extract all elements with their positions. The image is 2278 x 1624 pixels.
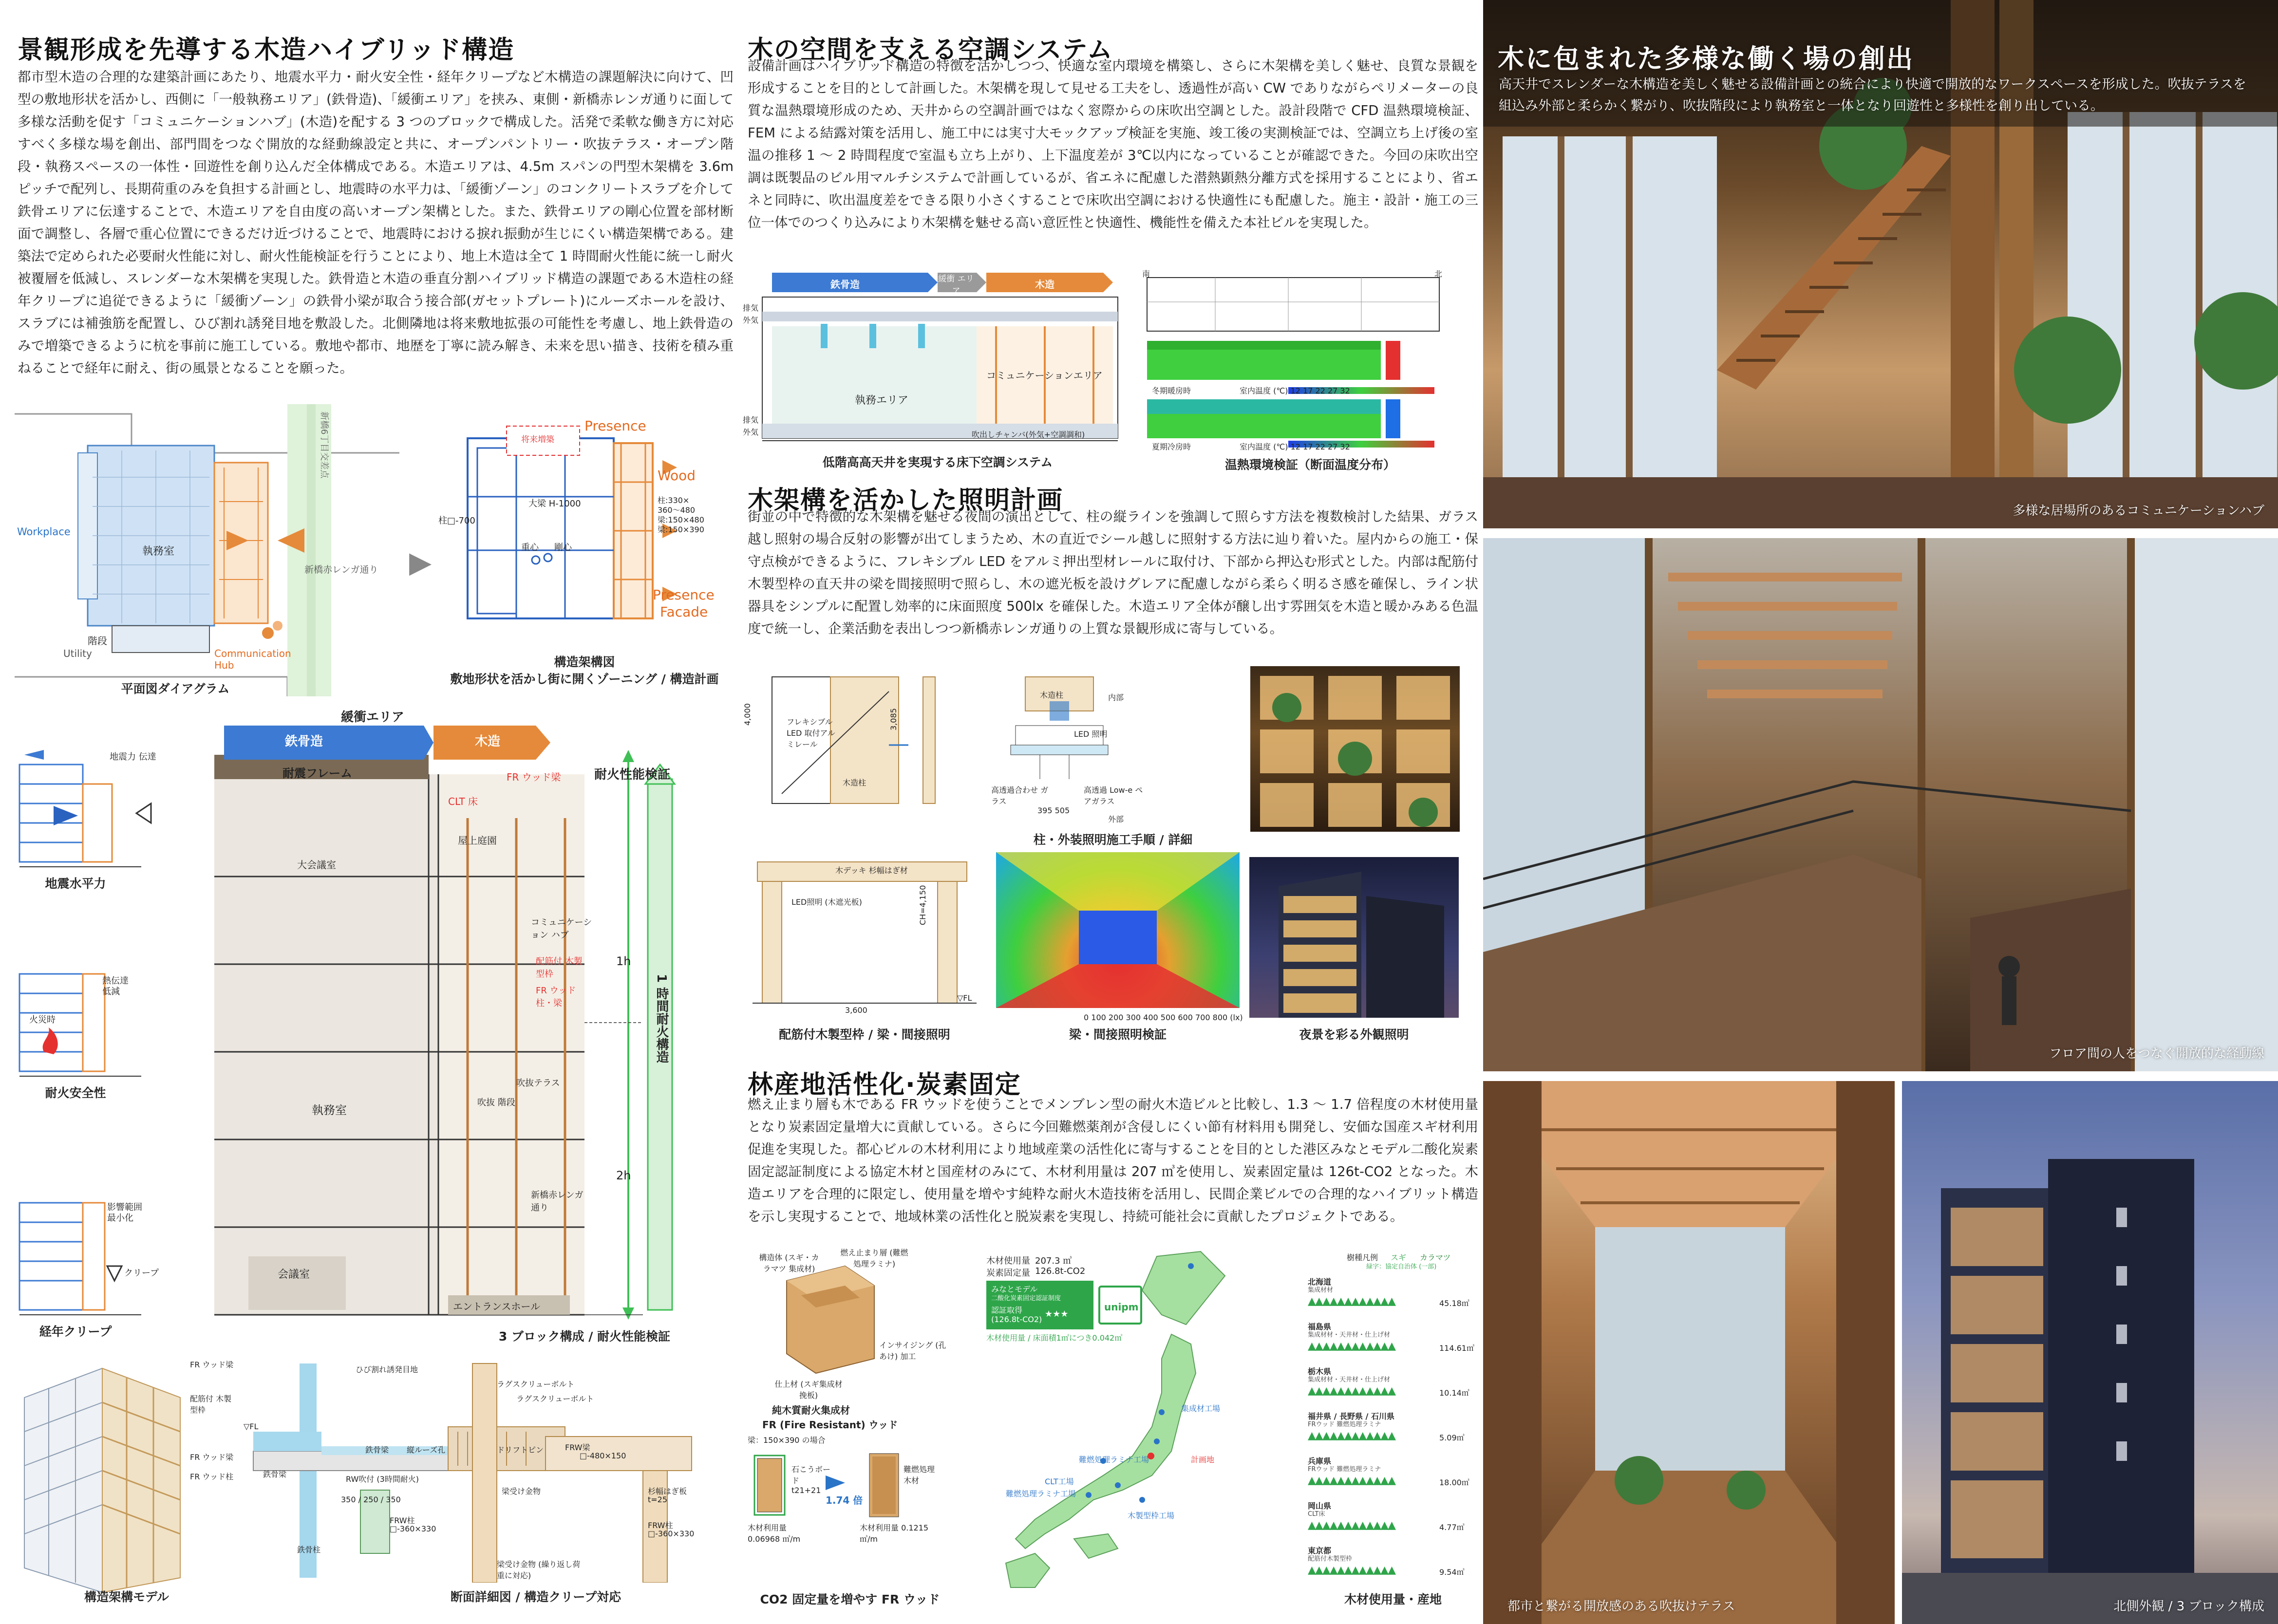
- tree-icon: ▲▲▲▲▲▲▲▲▲▲▲▲: [1308, 1385, 1395, 1397]
- fire-event: 火災時: [29, 1015, 56, 1025]
- light-wood-deck: 木デッキ 杉幅はぎ材: [835, 866, 908, 875]
- light-caption-night: 夜景を彩る外観照明: [1299, 1027, 1409, 1042]
- section-fire-verify: 耐火性能検証: [594, 767, 671, 782]
- section-office: 執務室: [312, 1103, 347, 1117]
- section-diagram: [205, 710, 721, 1349]
- section-stair: 吹抜 階段: [477, 1098, 515, 1108]
- exterior-photo: [1902, 1081, 2278, 1624]
- region-row: [1308, 1410, 1478, 1453]
- forest-ratio: 1.74 倍: [826, 1494, 863, 1506]
- plan-street-label: 新橋赤レンガ通り: [304, 564, 378, 575]
- beam-compare: [748, 1449, 952, 1546]
- thermal-caption: 温熱環境検証（断面温度分布）: [1224, 458, 1395, 472]
- model-fr-beam: FR ウッド梁: [190, 1360, 234, 1369]
- light-dim-3085: 3,085: [889, 708, 898, 730]
- model-formwork: 配筋付 木製型枠: [190, 1394, 232, 1415]
- region-sugi: スギ: [1391, 1253, 1407, 1262]
- plan-caption: 平面図ダイアグラム: [121, 682, 230, 696]
- forest-burnstop: 燃え止まり層 (難燃処理ラミナ): [840, 1248, 908, 1269]
- model-fr-beam2: FR ウッド梁: [190, 1453, 234, 1462]
- forest-wood-amount: 207.3 ㎥: [1035, 1256, 1072, 1266]
- minato-cert-amount: (126.8t-CO2): [991, 1315, 1042, 1324]
- frame-future: 将来増築: [521, 435, 554, 445]
- light-led: LED 照明: [1074, 729, 1108, 739]
- fire-note-1: 熱伝達: [102, 976, 129, 986]
- region-karamatsu: カラマツ: [1420, 1253, 1451, 1262]
- hvac-caption: 低階高高天井を実現する床下空調システム: [822, 455, 1053, 469]
- region-desc: 集成材材・天井材・仕上げ材: [1308, 1376, 1391, 1383]
- section-buffer: 緩衝エリア: [341, 710, 405, 725]
- plan-workplace-label: Workplace: [17, 526, 71, 538]
- forest-caption-left: CO2 固定量を増やす FR ウッド: [760, 1592, 940, 1606]
- region-row: [1308, 1500, 1478, 1543]
- light-fl: ▽FL: [957, 993, 972, 1003]
- hvac-hub: コミュニケーションエリア: [986, 370, 1103, 381]
- region-amount: 18.00㎥: [1439, 1478, 1469, 1487]
- region-row: [1308, 1321, 1478, 1363]
- map-fire2: 難燃処理ラミナ工場: [1006, 1489, 1076, 1498]
- forest-amt-left: 木材利用量 0.06968 ㎥/m: [748, 1523, 801, 1544]
- section-wood: 木造: [475, 734, 501, 749]
- map-plan: 計画地: [1191, 1455, 1215, 1464]
- section-hub: コミュニケーション ハブ: [531, 917, 592, 940]
- stair-photo: [1483, 538, 2278, 1071]
- map-fire: 難燃処理ラミナ工場: [1079, 1455, 1149, 1464]
- section-h1: 1h: [616, 954, 631, 968]
- light-glass: 高透過合わせ ガラス: [991, 785, 1049, 806]
- region-desc: CLT床: [1308, 1511, 1325, 1518]
- forest-amt-right: 木材利用量 0.1215 ㎥/m: [860, 1523, 929, 1544]
- region-amount: 5.09㎥: [1439, 1433, 1465, 1442]
- detail-frw-col: FRW柱: [390, 1516, 415, 1525]
- light-title: 木架構を活かした照明計画: [748, 486, 1064, 515]
- section-seismic-frame: 耐震フレーム: [282, 766, 353, 780]
- frame-center: 重心: [521, 542, 539, 553]
- detail-receiver2: 梁受け金物 (繰り返し荷重に対応): [497, 1560, 581, 1580]
- region-amount: 10.14㎥: [1439, 1388, 1469, 1398]
- hvac-steel: 鉄骨造: [830, 279, 860, 290]
- tree-icon: ▲▲▲▲▲▲▲▲▲▲▲▲: [1308, 1564, 1395, 1576]
- detail-caption: 断面詳細図 / 構造クリープ対応: [450, 1590, 621, 1604]
- detail-cedar: 杉幅はぎ板: [648, 1487, 687, 1496]
- forest-carbon-label: 炭素固定量: [986, 1268, 1030, 1278]
- region-legend: 樹種凡例: [1347, 1253, 1378, 1262]
- forest-fire-wood: 難燃処理 木材: [904, 1465, 935, 1485]
- section-reinforced: 配筋付 木製型枠: [536, 956, 583, 979]
- model-fr-col: FR ウッド柱: [190, 1472, 234, 1481]
- light-dim-3600: 3,600: [845, 1006, 867, 1015]
- detail-rw: RW吹付 (3時間耐火): [346, 1475, 419, 1484]
- creep-label: 経年クリープ: [39, 1325, 112, 1339]
- hvac-wood: 木造: [1035, 279, 1054, 290]
- left-body: 都市型木造の合理的な建築計画にあたり、地震水平力・耐火安全性・経年クリープなど木構造の課題解決に向けて、凹型の敷地形状を活かし、西側に「一般執務エリア」(鉄骨造)、「緩衝エリア」を挟み、東側・新橋赤レンガ通りに面して多様な活動を促す「コミュニケーションハブ」(木造)を配する 3 つのブロックで構成した。活発で柔軟な働き方に対応すべく多様な場を創出、部門間をつなぐ開放的な経動線設定と共に、オープンパントリー・吹抜テラス・オープン階段・執務スペースの一体性・回遊性を創り込んだ全体構成である。木造エリアは、4.5m スパンの門型木架構を 3.6m ピッチで配列し、長期荷重のみを負担する計画とし、地震時の水平力は、「緩衝ゾーン」のコンクリートスラブを介して鉄骨エリアに伝達することで、木造エリアを自由度の高いオープン架構とした。また、鉄骨エリアの剛心位置を部材断面で調整し、各層で重心位置にできるだけ近づけることで、地震時における捩れ振動が生じにくい構造架構である。建築法で定められた必要耐火性能に対し、耐火性能検証を行うことにより、地上木造は全て 1 時間耐火性能に統一し耐火被覆層を低減し、スレンダーな木架構を実現した。鉄骨造と木造の垂直分割ハイブリッド構造の課題である木造柱の経年クリープに追従できるように「緩衝ゾーン」の鉄骨小梁が取合う接合部(ガセットプレート)にルーズホールを設け、スラブには補強筋を配置し、ひび割れ誘発目地を敷設した。北側隣地は将来敷地拡張の可能性を考慮し、地上鉄骨造のみで増築できるように杭を事前に施工している。敷地や都市、地歴を丁寧に読み解き、未来を思い描き、技術を積み重ねることで経年に耐え、街の風景となることを願った。: [18, 69, 734, 376]
- region-row: [1308, 1276, 1478, 1319]
- detail-frw-col-size: □-360×330: [390, 1524, 436, 1533]
- region-row: [1308, 1455, 1478, 1498]
- minato-title: みなとモデル: [991, 1285, 1038, 1294]
- frame-presence-facade-2: Facade: [660, 604, 708, 620]
- region-desc: 集成材材: [1308, 1287, 1334, 1294]
- section-meeting: 会議室: [278, 1269, 310, 1281]
- section-steel: 鉄骨造: [285, 734, 323, 749]
- left-column: [0, 0, 733, 1624]
- terrace-photo: [1483, 1081, 1895, 1624]
- fire-note-2: 低減: [102, 987, 120, 997]
- light-body: 街並の中で特徴的な木架構を魅せる夜間の演出として、柱の縦ラインを強調して照らす方法を複数検討した結果、ガラス越し照射の場合反射の影響が出てしまうため、木の直近でシール越しに照射する方法に辿り着いた。屋内からの施工・保守点検ができるように、フレキシブル LED をアルミ押出型材レールに取付け、下部から押込む形式とした。内部は配筋付木製型枠の直天井の梁を間接照明で照らし、木の遮光板を設けグレアに配慮しながら柔らく明るさ感を確保し、ライン状器具をシンプルに配置し効率的に床面照度 500lx を確保した。木造エリア全体が醸し出す雰囲気を木造と暖かみある色温度で統一し、企業活動を表出しつつ新橋赤レンガ通りの上質な景観形成に寄与している。: [748, 509, 1478, 636]
- fire-label: 耐火安全性: [45, 1086, 106, 1100]
- frame-presence-facade-1: Presence: [653, 587, 715, 603]
- hvac-exhaust2: 排気: [743, 415, 759, 425]
- section-one-hour: 1 時間耐火構造: [654, 974, 669, 1064]
- section-h2: 2h: [616, 1169, 631, 1182]
- region-list: [1308, 1251, 1478, 1592]
- tree-icon: ▲▲▲▲▲▲▲▲▲▲▲▲: [1308, 1519, 1395, 1531]
- region-row: [1308, 1545, 1478, 1587]
- region-name: 北海道: [1308, 1277, 1332, 1287]
- section-fr-beam: FR ウッド梁: [507, 771, 561, 783]
- japan-map: [996, 1247, 1279, 1597]
- frame-diagram: [438, 409, 731, 696]
- section-big-meeting: 大会議室: [297, 859, 336, 871]
- region-name: 福井県 / 長野県 / 石川県: [1308, 1412, 1394, 1421]
- light-caption-detail: 柱・外装照明施工手順 / 詳細: [1033, 833, 1193, 847]
- hvac-exhaust: 排気: [743, 303, 759, 313]
- hvac-diagram: [743, 268, 1132, 472]
- region-name: 東京都: [1308, 1546, 1332, 1555]
- hvac-chamber: 吹出しチャンバ(外気+空調調和): [972, 430, 1085, 439]
- light-detail-2: [991, 672, 1147, 828]
- light-verify-render: [996, 852, 1240, 1008]
- hvac-body: 設備計画はハイブリッド構造の特徴を活かしつつ、快適な室内環境を構築し、さらに木架構を美しく魅せ、良質な景観を形成することを目的として計画した。木架構を現して見せる工夫をし、透過性が高い CW でありながらペリメーターの良質な温熱環境形成のため、天井からの空調計画ではなく窓際からの床吹出空調とした。設計段階で CFD 温熱環境検証、FEM による結露対策を活用し、施工中には実寸大モックアップ検証を実施、竣工後の実測検証では、空調立ち上げ後の室温の推移 1 ～ 2 時間程度で室温も立ち上がり、上下温度差が 3℃以内になっていることが確認できた。今回の床吹出空調は既製品のビル用マルチシステムで計画しているが、省エネに配慮した潜熱顕熱分離方式を採用することにより、省エネと同時に、吹出温度差をできる限り小さくすることで床吹出空調における快適性にも配慮した。施主・設計・施工の三位一体でのつくり込みにより木架構を魅せる高い意匠性と快適性、機能性を備えた本社ビルを実現した。: [748, 58, 1478, 230]
- seismic-label: 地震水平力: [45, 877, 106, 891]
- light-led2: LED照明 (木遮光板): [791, 897, 862, 907]
- seismic-note: 地震力 伝達: [110, 752, 156, 762]
- thermal-legend-s: 室内温度 (℃) 12 17 22 27 32: [1240, 442, 1350, 451]
- section-entrance: エントランスホール: [453, 1301, 540, 1312]
- detail-steel-col: 鉄骨柱: [297, 1545, 321, 1554]
- detail-t25: t=25: [648, 1495, 668, 1504]
- light-dim-4000: 4,000: [743, 703, 752, 726]
- left-title: 景観形成を先導する木造ハイブリッド構造: [18, 36, 515, 65]
- frame-pillar: 柱□-700: [438, 516, 475, 526]
- creep-note-2: 最小化: [107, 1213, 133, 1223]
- forest-gypsum: 石こうボード t21+21: [791, 1465, 831, 1495]
- detail-steel-beam: 鉄骨梁: [263, 1470, 287, 1479]
- plan-diagram: [15, 404, 414, 696]
- model-diagram: [15, 1349, 244, 1602]
- photo2-caption: フロア間の人をつなぐ開放的な経動線: [2049, 1046, 2264, 1061]
- detail-frw-col2-size: □-360×330: [648, 1529, 695, 1538]
- region-amount: 114.61㎥: [1439, 1344, 1474, 1353]
- thermal-winter: 冬期暖房時: [1152, 386, 1191, 395]
- creep-arrow: クリープ: [124, 1268, 159, 1278]
- detail-bolt1: ラグスクリューボルト: [497, 1380, 575, 1389]
- section-terrace: 吹抜テラス: [516, 1078, 560, 1088]
- model-caption: 構造架構モデル: [84, 1590, 169, 1604]
- section-caption: 3 ブロック構成 / 耐火性能検証: [498, 1329, 671, 1344]
- frame-presence-top: Presence: [584, 418, 646, 434]
- tree-icon: ▲▲▲▲▲▲▲▲▲▲▲▲: [1308, 1340, 1395, 1352]
- creep-note-1: 影響範囲: [107, 1202, 142, 1213]
- forest-structure: 構造体 (スギ・カラマツ 集成材): [759, 1253, 819, 1273]
- light-lowe: 高透過 Low-e ペアガラス: [1084, 785, 1143, 806]
- frame-wood: Wood: [658, 467, 696, 484]
- detail-diagram: [244, 1354, 731, 1583]
- region-name: 栃木県: [1308, 1367, 1332, 1376]
- frame-sizes-3: 梁:150×480: [658, 515, 704, 524]
- forest-caption-right: 木材使用量・産地: [1344, 1592, 1442, 1606]
- frame-sizes-4: 梁:150×390: [658, 525, 704, 534]
- region-name: 福島県: [1308, 1322, 1332, 1331]
- minato-stars: ★★★: [1045, 1309, 1069, 1319]
- region-amount: 4.77㎥: [1439, 1523, 1465, 1532]
- section-clt: CLT 床: [448, 796, 478, 807]
- tree-icon: ▲▲▲▲▲▲▲▲▲▲▲▲: [1308, 1475, 1395, 1487]
- light-wood-col: 木造柱: [843, 778, 866, 787]
- light-detail-3: [743, 857, 986, 1018]
- forest-beam-case: 梁：150×390 の場合: [748, 1436, 826, 1445]
- detail-fl: ▽FL: [244, 1422, 259, 1431]
- detail-frw-col2: FRW柱: [648, 1521, 673, 1530]
- photo1-caption: 多様な居場所のあるコミュニケーションハブ: [2013, 504, 2264, 518]
- detail-loose: 縦ルーズ孔: [407, 1445, 446, 1455]
- region-note: 緑字：協定自治体 (一部): [1366, 1263, 1437, 1270]
- hvac-outside: 外気: [743, 316, 759, 325]
- region-amount: 45.18㎥: [1439, 1299, 1469, 1308]
- plan-stair-label: 階段: [88, 635, 107, 647]
- section-roof-garden: 屋上庭園: [458, 835, 497, 846]
- detail-bolt2: ラグスクリューボルト: [516, 1394, 594, 1403]
- region-desc: 集成材材・天井材・仕上げ材: [1308, 1331, 1391, 1339]
- unipm-text: unipm: [1104, 1301, 1139, 1313]
- forest-finish: 仕上材 (スギ集成材挽板): [774, 1380, 843, 1400]
- frame-caption-2: 敷地形状を活かし街に開くゾーニング / 構造計画: [450, 672, 719, 686]
- tree-icon: ▲▲▲▲▲▲▲▲▲▲▲▲: [1308, 1430, 1395, 1442]
- region-amount: 9.54㎥: [1439, 1568, 1465, 1577]
- plan-utility-label: Utility: [63, 648, 92, 659]
- detail-crack: ひび割れ誘発目地: [356, 1365, 418, 1374]
- mid-column: [733, 0, 1483, 1624]
- region-desc: FRウッド 難燃処理ラミナ: [1308, 1466, 1381, 1473]
- detail-steel-beam-2: 鉄骨梁: [365, 1445, 389, 1455]
- region-name: 岡山県: [1308, 1501, 1332, 1511]
- light-dims: 395 505: [1037, 806, 1070, 815]
- light-flex-led: フレキシブル LED 取付アルミレール: [787, 717, 835, 749]
- thermal-summer: 夏期冷房時: [1152, 442, 1191, 451]
- thermal-south: 南: [1142, 269, 1150, 279]
- detail-receiver: 梁受け金物: [502, 1487, 541, 1496]
- forest-title: 林産地活性化·炭素固定: [748, 1070, 1021, 1100]
- hvac-buffer: 緩衝 エリア: [938, 274, 974, 296]
- thermal-north: 北: [1434, 269, 1443, 279]
- map-clt: CLT工場: [1045, 1477, 1074, 1486]
- light-scale: 0 100 200 300 400 500 600 700 800 (lx): [1084, 1013, 1243, 1022]
- forest-carbon: 126.8t-CO2: [1035, 1266, 1086, 1276]
- thermal-diagram: [1142, 268, 1478, 472]
- minato-sub: 二酸化炭素固定認証制度: [991, 1295, 1061, 1302]
- thermal-legend-w: 室内温度 (℃) 12 17 22 27 32: [1240, 386, 1350, 395]
- icon-stack: [15, 750, 190, 1349]
- hero-photo: [1483, 0, 2278, 528]
- region-desc: 配筋付木製型枠: [1308, 1555, 1353, 1563]
- map-wood: 木製型枠工場: [1128, 1511, 1175, 1520]
- tree-icon: ▲▲▲▲▲▲▲▲▲▲▲▲: [1308, 1295, 1395, 1307]
- light-outside: 外部: [1108, 815, 1124, 824]
- arrow-icon: ▶: [409, 545, 432, 579]
- map-glulam: 集成材工場: [1181, 1404, 1221, 1413]
- section-fr-wood: FR ウッド 柱・梁: [536, 986, 576, 1008]
- light-ch: CH=4,150: [918, 885, 927, 925]
- frame-beam: 大梁 H-1000: [528, 499, 581, 509]
- forest-per-area: 木材使用量 / 床面積1㎡につき0.042㎥: [986, 1333, 1123, 1343]
- hvac-title: 木の空間を支える空調システム: [748, 36, 1113, 65]
- frame-sizes-1: 柱:330×: [658, 496, 690, 505]
- region-desc: FRウッド 難燃処理ラミナ: [1308, 1421, 1381, 1428]
- forest-body: 燃え止まり層も木である FR ウッドを使うことでメンブレン型の耐火木造ビルと比較し、1.3 ～ 1.7 倍程度の木材使用量となり炭素固定量増大に貢献している。さらに今回難燃薬剤が含侵しにくい節有材料用も開発し、安価な国産スギ材利用促進を実現した。都心ビルの木材利用により地域産業の活性化に寄与することを目的とした港区みなとモデル二酸化炭素固定認証制度による協定木材と国産材のみにて、木材利用量は 207 ㎥を使用し、炭素固定量は 126t-CO2 となった。木造エリアを合理的に限定し、使用量を増やす純粋な耐火木造技術を活用し、民間企業ビルでの合理的なハイブリット構造を示し実現することで、地域林業の活性化と脱炭素を実現し、持続可能社会に貢献したプロジェクトである。: [748, 1097, 1478, 1224]
- detail-drift: ドリフトピン: [497, 1445, 544, 1455]
- plan-office-label: 執務室: [142, 545, 175, 558]
- plan-hub-label: Communication Hub: [214, 648, 291, 671]
- plan-corner-label: 新橋6丁目交差点: [319, 411, 329, 479]
- minato-cert: 認証取得: [991, 1306, 1023, 1315]
- light-inside: 内部: [1108, 693, 1124, 702]
- light-caption-beam: 配筋付木製型枠 / 梁・間接照明: [779, 1027, 950, 1042]
- forest-fr-name: FR (Fire Resistant) ウッド: [762, 1419, 898, 1431]
- section-street: 新橋赤レンガ 通り: [531, 1190, 584, 1213]
- photo4-caption: 北側外観 / 3 ブロック構成: [2113, 1599, 2264, 1614]
- forest-wood-label: 木材使用量: [986, 1256, 1030, 1266]
- detail-frw-beam-size: □-480×150: [580, 1451, 626, 1460]
- light-caption-verify: 梁・間接照明検証: [1069, 1027, 1167, 1042]
- light-detail-1: [743, 672, 986, 813]
- hvac-office: 執務エリア: [855, 394, 909, 407]
- hvac-outside2: 外気: [743, 428, 759, 437]
- night-exterior-photo: [1249, 857, 1459, 1018]
- light-photo-facade: [1250, 666, 1460, 832]
- right-column: [1483, 0, 2278, 1624]
- frame-rigid: 剛心: [554, 542, 572, 553]
- hero-text: 高天井でスレンダーな木構造を美しく魅せる設備計画との統合により快適で開放的なワークスペースを形成した。吹抜テラスを組込み外部と柔らかく繋がり、吹抜階段により執務室と一体となり回遊性と多様性を創り出している。: [1499, 77, 2246, 113]
- detail-dims: 350 / 250 / 350: [341, 1495, 401, 1504]
- hero-title: 木に包まれた多様な働く場の創出: [1498, 43, 1914, 74]
- region-row: [1308, 1365, 1478, 1408]
- frame-caption-1: 構造架構図: [554, 655, 615, 669]
- photo3-caption: 都市と繋がる開放感のある吹抜けテラス: [1507, 1599, 1735, 1614]
- region-name: 兵庫県: [1308, 1456, 1332, 1466]
- frame-sizes-2: 360～480: [658, 505, 696, 515]
- light-wood-col-2: 木造柱: [1040, 691, 1064, 700]
- forest-pure: 純木質耐火集成材: [772, 1404, 850, 1416]
- forest-insizing: インサイジング (孔あけ) 加工: [879, 1341, 946, 1361]
- detail-frw-beam: FRW梁: [565, 1443, 590, 1452]
